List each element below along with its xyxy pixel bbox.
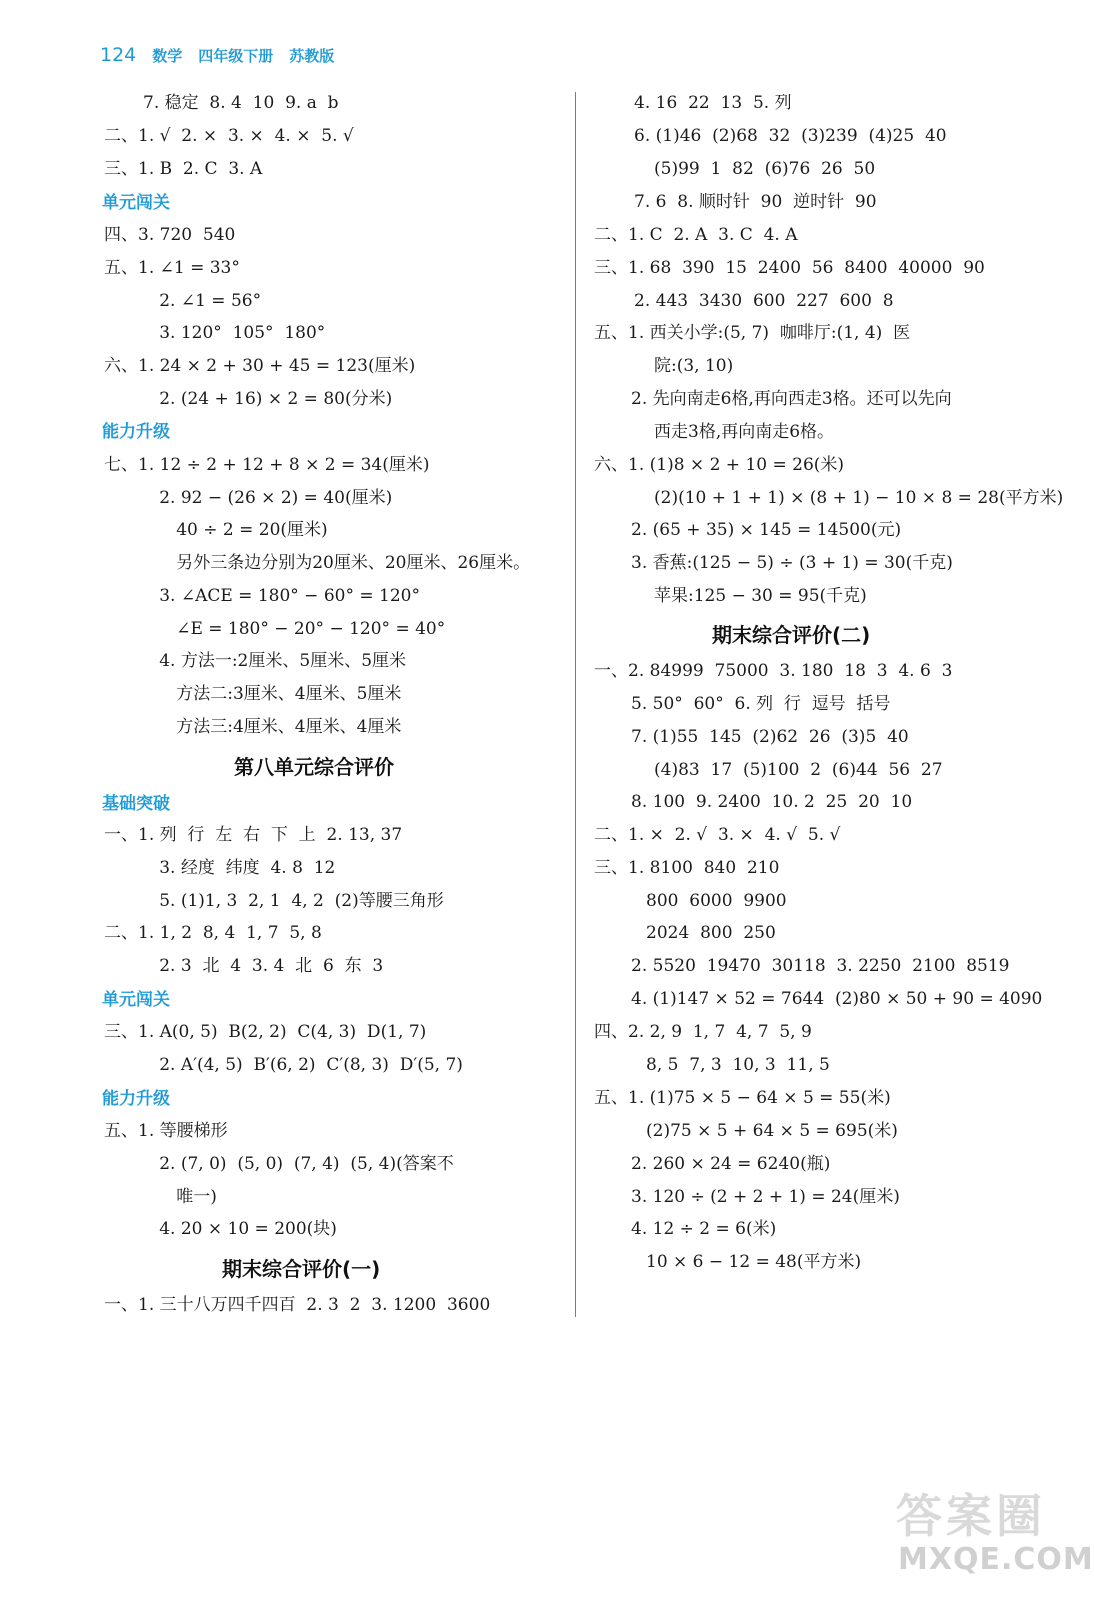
answer-line: 六、1. 24 × 2 + 30 + 45 = 123(厘米) [104,356,416,376]
answer-line: (2)75 × 5 + 64 × 5 = 695(米) [646,1121,898,1141]
page-header [100,44,350,76]
watermark-logo [896,1480,1094,1584]
answer-line: 2. 5520 19470 30118 3. 2250 2100 8519 [631,956,1010,976]
answer-line: 四、2. 2, 9 1, 7 4, 7 5, 9 [594,1022,812,1042]
answer-line: 3. ∠ACE = 180° − 60° = 120° [143,586,420,606]
answer-line: 2. A′(4, 5) B′(6, 2) C′(8, 3) D′(5, 7) [143,1055,463,1075]
answer-line: 2. 3 北 4 3. 4 北 6 东 3 [143,956,384,976]
answer-line: 四、3. 720 540 [104,225,236,245]
answer-line: 2. 92 − (26 × 2) = 40(厘米) [143,488,393,508]
answer-line: 西走3格,再向南走6格。 [654,422,835,442]
answer-line: 3. 120 ÷ (2 + 2 + 1) = 24(厘米) [631,1187,900,1207]
answer-line: 4. 方法一:2厘米、5厘米、5厘米 [143,651,407,671]
answer-line: 5. 50° 60° 6. 列 行 逗号 括号 [631,694,891,714]
answer-line: (5)99 1 82 (6)76 26 50 [654,159,876,179]
answer-line: 10 × 6 − 12 = 48(平方米) [646,1252,862,1272]
answer-line: 5. (1)1, 3 2, 1 4, 2 (2)等腰三角形 [143,891,444,911]
answer-line: 4. 12 ÷ 2 = 6(米) [631,1219,777,1239]
answer-line: 3. 香蕉:(125 − 5) ÷ (3 + 1) = 30(千克) [631,553,953,573]
watermark-top-text: 答案圈 [896,1489,1046,1543]
answer-line: 二、1. C 2. A 3. C 4. A [594,225,798,245]
answer-line: 一、2. 84999 75000 3. 180 18 3 4. 6 3 [594,661,953,681]
answer-line: (4)83 17 (5)100 2 (6)44 56 27 [654,760,943,780]
answer-line: 五、1. (1)75 × 5 − 64 × 5 = 55(米) [594,1088,891,1108]
answer-line: 2. 260 × 24 = 6240(瓶) [631,1154,831,1174]
answer-line: 五、1. 等腰梯形 [104,1121,228,1141]
answer-line: 二、1. √ 2. × 3. × 4. × 5. √ [104,126,354,146]
answer-line: 苹果:125 − 30 = 95(千克) [654,586,867,606]
watermark-bottom-text: MXQE.COM [898,1542,1094,1577]
answer-line: 6. (1)46 (2)68 32 (3)239 (4)25 40 [634,126,947,146]
answer-line: 7. 6 8. 顺时针 90 逆时针 90 [634,192,877,212]
answer-line: 7. (1)55 145 (2)62 26 (3)5 40 [631,727,909,747]
answer-line: 三、1. 8100 840 210 [594,858,780,878]
answer-line: 2. (24 + 16) × 2 = 80(分米) [143,389,393,409]
answer-line: 方法二:3厘米、4厘米、5厘米 [160,684,402,704]
answer-line: (2)(10 + 1 + 1) × (8 + 1) − 10 × 8 = 28(平方米) [654,488,1064,508]
answer-line: 唯一) [160,1187,217,1207]
header-subject: 数学 [152,47,183,65]
answer-line: 2. (65 + 35) × 145 = 14500(元) [631,520,902,540]
subsection-heading: 基础突破 [102,794,170,814]
answer-line: 一、1. 列 行 左 右 下 上 2. 13, 37 [104,825,403,845]
page-number: 124 [100,44,137,66]
header-edition: 苏教版 [289,47,335,65]
header-grade: 四年级下册 [198,47,274,65]
answer-line: 二、1. 1, 2 8, 4 1, 7 5, 8 [104,923,322,943]
section-title: 期末综合评价(二) [712,623,871,647]
answer-line: 2024 800 250 [646,923,776,943]
answer-line: 4. (1)147 × 52 = 7644 (2)80 × 50 + 90 = 4090 [631,989,1043,1009]
answer-line: 3. 120° 105° 180° [143,323,326,343]
answer-line: 4. 16 22 13 5. 列 [634,93,792,113]
answer-line: 4. 20 × 10 = 200(块) [143,1219,337,1239]
answer-line: 8. 100 9. 2400 10. 2 25 20 10 [631,792,913,812]
answer-line: 800 6000 9900 [646,891,787,911]
section-title: 第八单元综合评价 [234,755,394,779]
subsection-heading: 单元闯关 [102,193,170,213]
answer-line: 2. ∠1 = 56° [143,291,262,311]
answer-line: 三、1. A(0, 5) B(2, 2) C(4, 3) D(1, 7) [104,1022,427,1042]
subsection-heading: 能力升级 [102,422,170,442]
answer-line: 一、1. 三十八万四千四百 2. 3 2 3. 1200 3600 [104,1295,491,1315]
answer-line: 2. 443 3430 600 227 600 8 [634,291,894,311]
subsection-heading: 单元闯关 [102,990,170,1010]
subsection-heading: 能力升级 [102,1089,170,1109]
answer-line: 另外三条边分别为20厘米、20厘米、26厘米。 [160,553,531,573]
answer-line: 2. (7, 0) (5, 0) (7, 4) (5, 4)(答案不 [143,1154,454,1174]
answer-line: 三、1. B 2. C 3. A [104,159,263,179]
answer-line: 二、1. × 2. √ 3. × 4. √ 5. √ [594,825,841,845]
answer-line: 40 ÷ 2 = 20(厘米) [160,520,328,540]
answer-line: 六、1. (1)8 × 2 + 10 = 26(米) [594,455,845,475]
answer-line: 三、1. 68 390 15 2400 56 8400 40000 90 [594,258,985,278]
column-divider [575,92,576,1317]
answer-line: 五、1. 西关小学:(5, 7) 咖啡厅:(1, 4) 医 [594,323,911,343]
answer-line: 3. 经度 纬度 4. 8 12 [143,858,336,878]
section-title: 期末综合评价(一) [222,1257,381,1281]
answer-line: ∠E = 180° − 20° − 120° = 40° [160,619,446,639]
answer-line: 2. 先向南走6格,再向西走3格。还可以先向 [631,389,952,409]
answer-line: 8, 5 7, 3 10, 3 11, 5 [646,1055,830,1075]
answer-line: 院:(3, 10) [654,356,734,376]
answer-line: 七、1. 12 ÷ 2 + 12 + 8 × 2 = 34(厘米) [104,455,430,475]
answer-line: 7. 稳定 8. 4 10 9. a b [143,93,339,113]
answer-line: 方法三:4厘米、4厘米、4厘米 [160,717,402,737]
answer-line: 五、1. ∠1 = 33° [104,258,240,278]
